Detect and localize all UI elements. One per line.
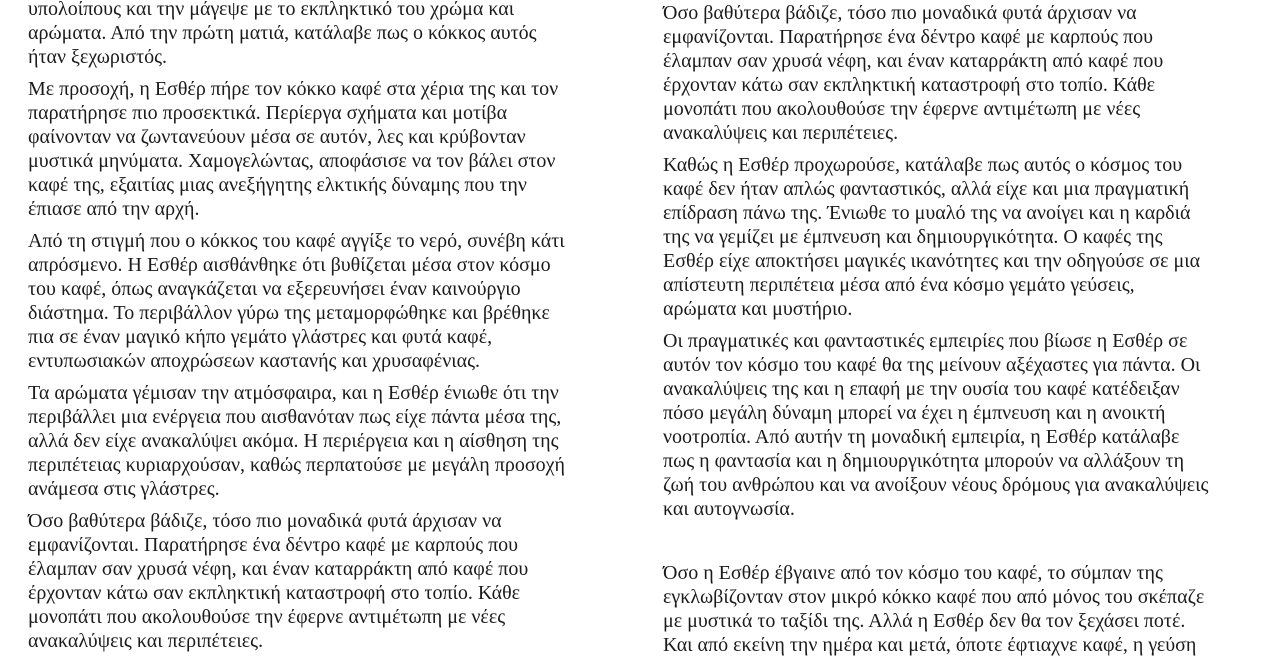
paragraph — [28, 509, 593, 653]
text-line: Όσο βαθύτερα βάδιζε, τόσο πιο μοναδικά φυτά άρχισαν να — [663, 2, 1137, 24]
text-line: αρώματα. Από την πρώτη ματιά, κατάλαβε πως ο κόκκος αυτός — [28, 22, 537, 44]
paragraph — [28, 0, 593, 69]
text-line: Οι πραγματικές και φανταστικές εμπειρίες που βίωσε η Εσθέρ σε — [663, 330, 1188, 352]
text-line: Όσο βαθύτερα βάδιζε, τόσο πιο μοναδικά φυτά άρχισαν να — [28, 510, 502, 532]
text-column-left — [28, 0, 593, 661]
text-line: εντυπωσιακών αποχρώσεων καστανής και χρυσαφένιας. — [28, 350, 481, 372]
text-line: πια σε έναν μαγικό κήπο γεμάτο γλάστρες και φυτά καφέ, — [28, 326, 493, 348]
text-line: νοοτροπία. Από αυτήν τη μοναδική εμπειρία, η Εσθέρ κατάλαβε — [663, 426, 1180, 448]
text-line: Όσο η Εσθέρ έβγαινε από τον κόσμο του καφέ, το σύμπαν της — [663, 562, 1163, 584]
text-line: επίδραση πάνω της. Ένιωθε το μυαλό της να ανοίγει και η καρδιά — [663, 202, 1191, 224]
text-line: ανακαλύψεις και περιπέτειες. — [28, 630, 264, 652]
text-line: ανακαλύψεις της και η επαφή με την ουσία του καφέ κατέδειξαν — [663, 378, 1180, 400]
text-line: πόσο μεγάλη δύναμη μπορεί να έχει η έμπνευση και η ανοικτή — [663, 402, 1166, 424]
text-line: Και από εκείνη την ημέρα και μετά, όποτε έφτιαχνε καφέ, η γεύση — [663, 634, 1197, 656]
text-line: έρχονταν κάτω σαν εκπληκτική καταστροφή στο τοπίο. Κάθε — [28, 582, 521, 604]
text-line: Καθώς η Εσθέρ προχωρούσε, κατάλαβε πως αυτός ο κόσμος του — [663, 154, 1183, 176]
text-line: μυστικά μηνύματα. Χαμογελώντας, αποφάσισε να τον βάλει στον — [28, 150, 556, 172]
text-line: μονοπάτι που ακολουθούσε την έφερνε αντιμέτωπη με νέες — [28, 606, 506, 628]
text-line: απίστευτη περιπέτεια μέσα από ένα κόσμο γεμάτο γεύσεις, — [663, 274, 1135, 296]
text-line: Εσθέρ είχε αποκτήσει μαγικές ικανότητες και την οδηγούσε σε μια — [663, 250, 1201, 272]
text-line: απρόσμενο. Η Εσθέρ αισθάνθηκε ότι βυθίζεται μέσα στον κόσμο — [28, 254, 551, 276]
text-line: έρχονταν κάτω σαν εκπληκτική καταστροφή στο τοπίο. Κάθε — [663, 74, 1156, 96]
text-line: αρώματα και μυστήριο. — [663, 298, 853, 320]
text-line: ανακαλύψεις και περιπέτειες. — [663, 122, 899, 144]
text-line: μονοπάτι που ακολουθούσε την έφερνε αντιμέτωπη με νέες — [663, 98, 1141, 120]
paragraph — [663, 561, 1228, 657]
paragraph — [663, 1, 1228, 145]
text-line: καφέ της, εξαιτίας μιας ανεξήγητης ελκτικής δύναμης που την — [28, 174, 527, 196]
text-line: παρατήρησε πιο προσεκτικά. Περίεργα σχήματα και μοτίβα — [28, 102, 508, 124]
text-line: ανάμεσα στις γλάστρες. — [28, 478, 220, 500]
text-line: Με προσοχή, η Εσθέρ πήρε τον κόκκο καφέ στα χέρια της και τον — [28, 78, 559, 100]
text-line: φαίνονταν να ζωντανεύουν μέσα σε αυτόν, λες και κρύβονταν — [28, 126, 526, 148]
text-line: ζωή του ανθρώπου και να ανοίξουν νέους δρόμους για ανακαλύψεις — [663, 474, 1209, 496]
text-line: και αυτογνωσία. — [663, 498, 795, 520]
paragraph — [28, 77, 593, 221]
text-line: εμφανίζονται. Παρατήρησε ένα δέντρο καφέ με καρπούς που — [663, 26, 1154, 48]
paragraph — [663, 153, 1228, 321]
paragraph — [663, 329, 1228, 521]
text-line: πως η φαντασία και η δημιουργικότητα μπορούν να αλλάξουν τη — [663, 450, 1185, 472]
text-line: αλλά δεν είχε ανακαλύψει ακόμα. Η περιέργεια και η αίσθηση της — [28, 430, 559, 452]
text-line: Τα αρώματα γέμισαν την ατμόσφαιρα, και η Εσθέρ ένιωθε ότι την — [28, 382, 559, 404]
text-line: διάστημα. Το περιβάλλον γύρω της μεταμορφώθηκε και βρέθηκε — [28, 302, 550, 324]
text-line: υπολοίπους και την μάγεψε με το εκπληκτικό του χρώμα και — [28, 0, 515, 20]
text-column-right — [663, 1, 1228, 665]
text-line: Από τη στιγμή που ο κόκκος του καφέ αγγίξε το νερό, συνέβη κάτι — [28, 230, 565, 252]
text-line: περιπέτειας κυριαρχούσαν, καθώς περπατούσε με μεγάλη προσοχή — [28, 454, 565, 476]
text-line: με μυστικά το ταξίδι της. Αλλά η Εσθέρ δεν θα τον ξεχάσει ποτέ. — [663, 610, 1186, 632]
paragraph — [28, 381, 593, 501]
text-line: εμφανίζονται. Παρατήρησε ένα δέντρο καφέ με καρπούς που — [28, 534, 519, 556]
text-line: περιβάλλει μια ενέργεια που αισθανόταν πως είχε πάντα μέσα της, — [28, 406, 562, 428]
text-line: εγκλωβίζονταν στον μικρό κόκκο καφέ που από μόνος του σκέπαζε — [663, 586, 1205, 608]
paragraph — [28, 229, 593, 373]
text-line: αυτόν τον κόσμο του καφέ θα της μείνουν αξέχαστες για πάντα. Οι — [663, 354, 1201, 376]
text-line: έπιασε από την αρχή. — [28, 198, 200, 220]
text-line: του καφέ, όπως αναγκάζεται να εξερευνήσει έναν καινούργιο — [28, 278, 521, 300]
text-line: έλαμπαν σαν χρυσά νέφη, και έναν καταρράκτη από καφέ που — [663, 50, 1164, 72]
text-line: ήταν ξεχωριστός. — [28, 46, 168, 68]
text-line: της να γεμίζει με έμπνευση και δημιουργικότητα. Ο καφές της — [663, 226, 1163, 248]
text-line: καφέ δεν ήταν απλώς φανταστικός, αλλά είχε και μια πραγματική — [663, 178, 1190, 200]
text-line: έλαμπαν σαν χρυσά νέφη, και έναν καταρράκτη από καφέ που — [28, 558, 529, 580]
